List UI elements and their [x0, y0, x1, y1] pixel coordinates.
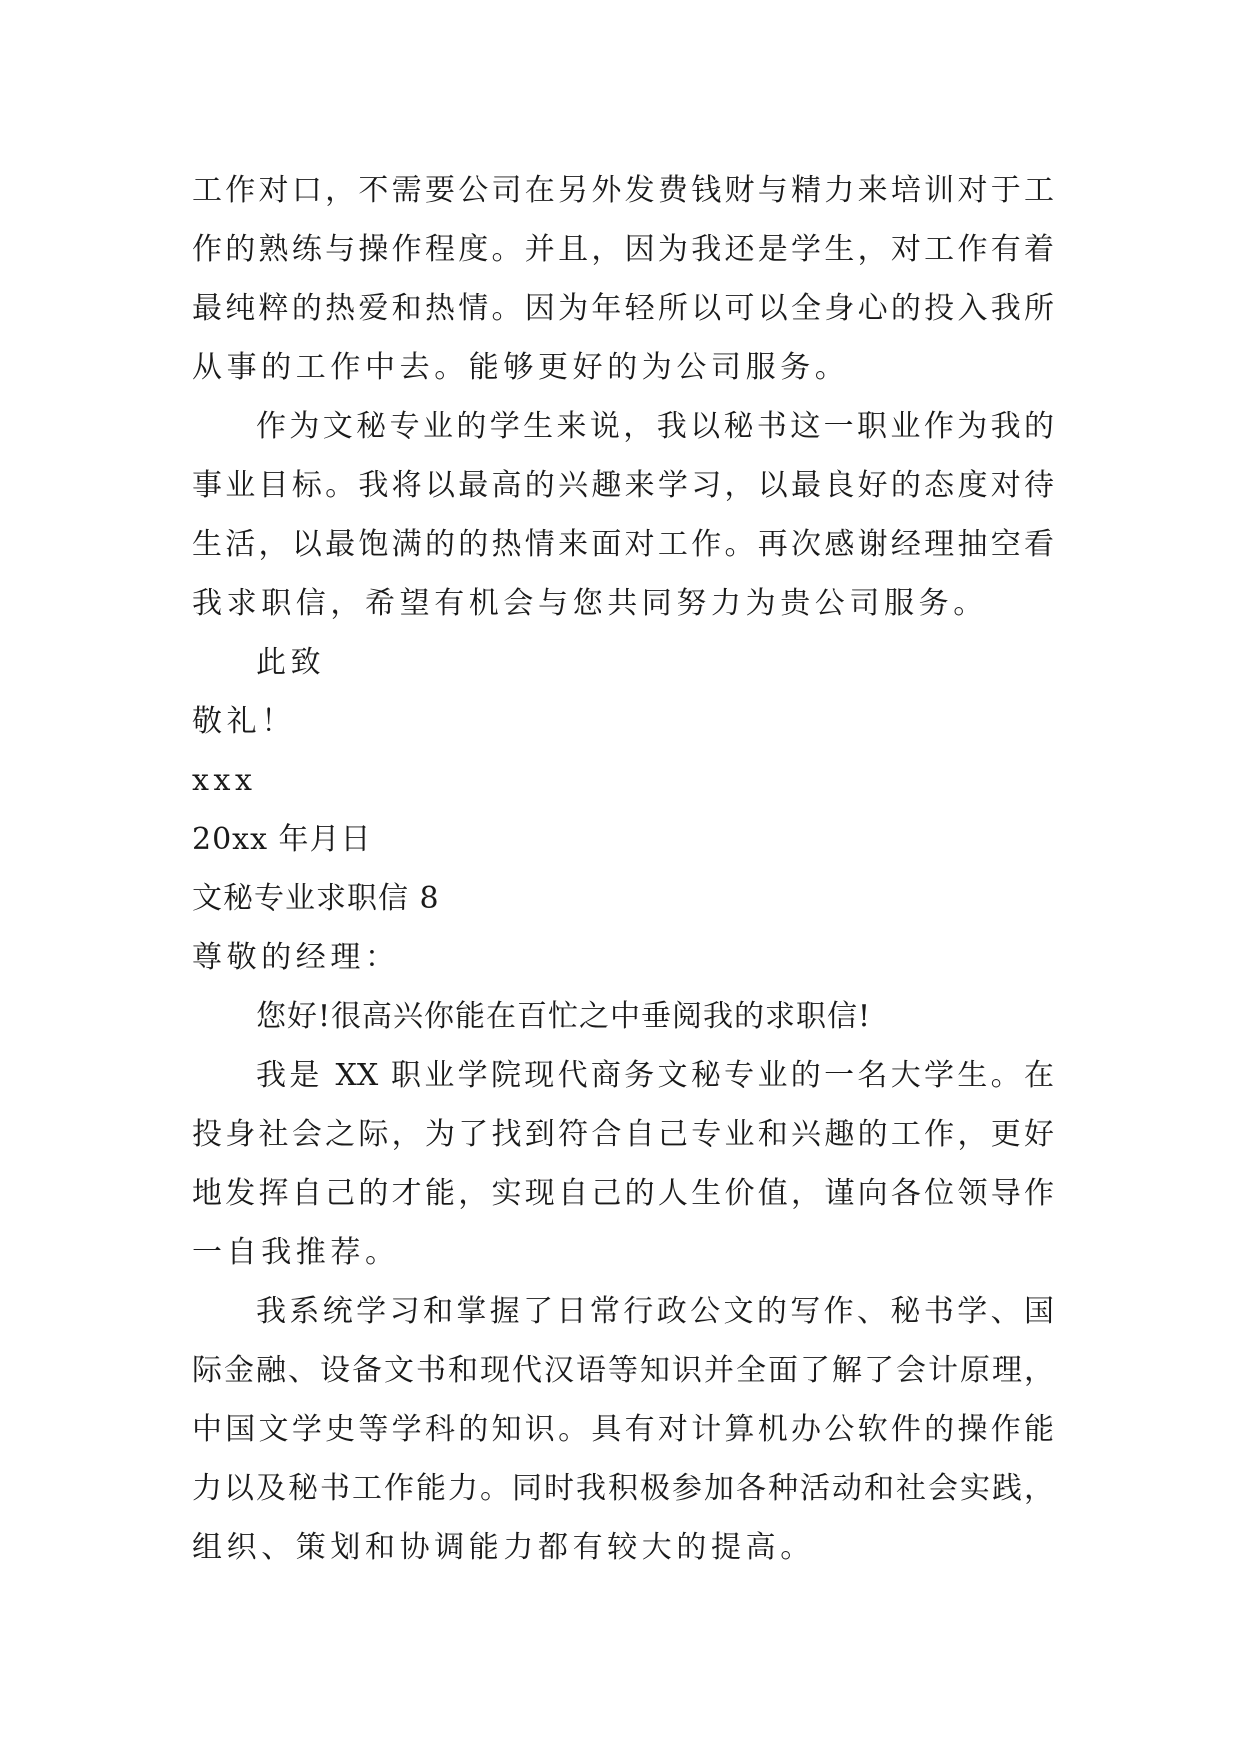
text-line: 从事的工作中去。能够更好的为公司服务。 — [192, 350, 850, 385]
text-line: 作为文秘专业的学生来说，我以秘书这一职业作为我的 — [256, 409, 1054, 444]
text-line: 事业目标。我将以最高的兴趣来学习，以最良好的态度对待 — [192, 468, 1054, 503]
text-line: 敬礼！ — [192, 704, 296, 739]
text-line: xxx — [192, 763, 257, 798]
text-line: 组织、策划和协调能力都有较大的提高。 — [192, 1530, 815, 1565]
text-line: 您好!很高兴你能在百忙之中垂阅我的求职信! — [256, 999, 872, 1034]
text-line: 一自我推荐。 — [192, 1235, 400, 1270]
text-line: 力以及秘书工作能力。同时我积极参加各种活动和社会实践， — [192, 1471, 1054, 1506]
letter-body — [192, 161, 1054, 1577]
text-line: 此致 — [256, 645, 326, 680]
text-line: 最纯粹的热爱和热情。因为年轻所以可以全身心的投入我所 — [192, 291, 1054, 326]
text-line: 尊敬的经理： — [192, 940, 400, 975]
text-line: 作的熟练与操作程度。并且，因为我还是学生，对工作有着 — [192, 232, 1054, 267]
text-line: 我系统学习和掌握了日常行政公文的写作、秘书学、国 — [256, 1294, 1054, 1329]
text-line: 工作对口，不需要公司在另外发费钱财与精力来培训对于工 — [192, 173, 1054, 208]
text-line: 中国文学史等学科的知识。具有对计算机办公软件的操作能 — [192, 1412, 1054, 1447]
text-line: 我是 XX 职业学院现代商务文秘专业的一名大学生。在 — [256, 1058, 1054, 1093]
text-line: 20xx 年月日 — [192, 822, 372, 857]
text-line: 地发挥自己的才能，实现自己的人生价值，谨向各位领导作 — [192, 1176, 1054, 1211]
text-line: 投身社会之际，为了找到符合自己专业和兴趣的工作，更好 — [192, 1117, 1054, 1152]
text-line: 生活，以最饱满的的热情来面对工作。再次感谢经理抽空看 — [192, 527, 1054, 562]
text-line: 我求职信，希望有机会与您共同努力为贵公司服务。 — [192, 586, 988, 621]
text-line: 际金融、设备文书和现代汉语等知识并全面了解了会计原理， — [192, 1353, 1054, 1388]
text-line: 文秘专业求职信 8 — [192, 881, 440, 916]
